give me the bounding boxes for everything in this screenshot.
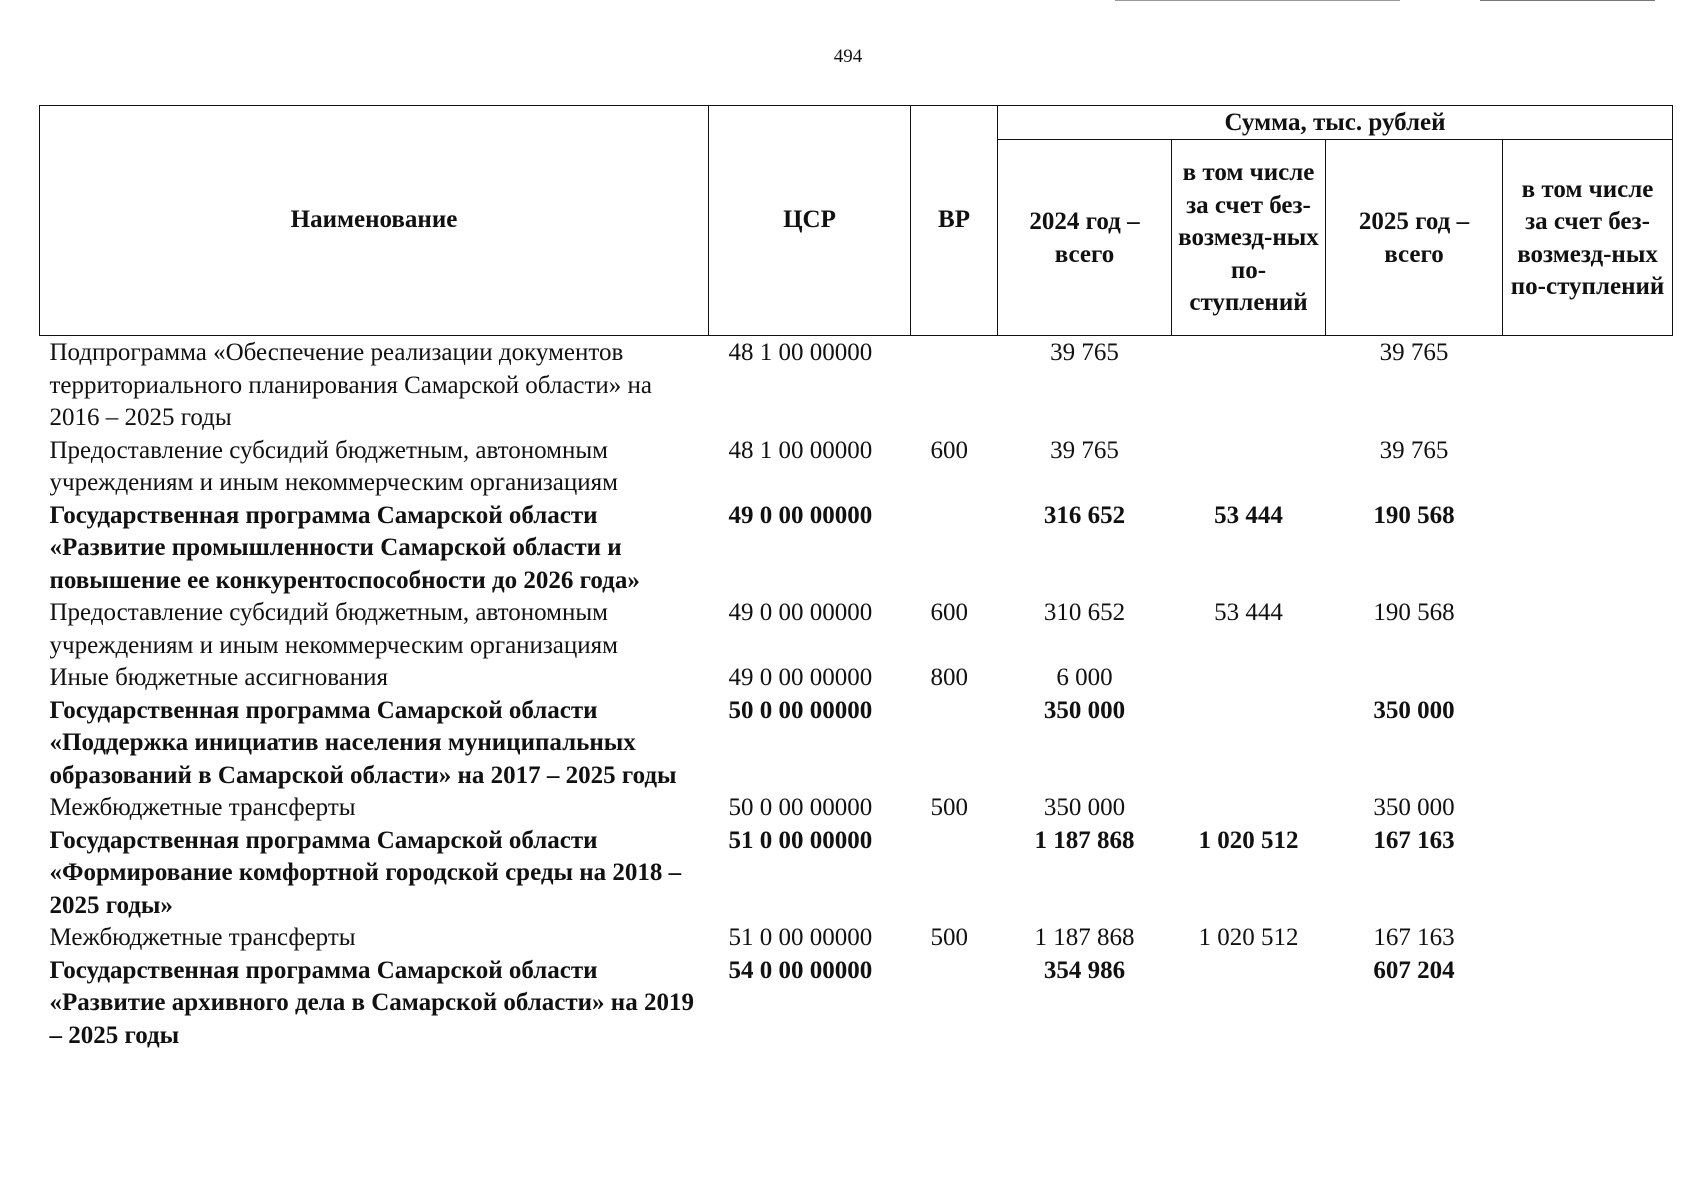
- row-vr: 500: [930, 794, 968, 821]
- row-2025-total: 167 163: [1373, 826, 1455, 854]
- row-name: Подпрограмма «Обеспечение реализации документов территориального планирования Самарской области» на 2016 – 2025 годы: [49, 339, 653, 431]
- table-row: [40, 695, 1673, 793]
- row-csr: 49 0 00 00000: [728, 501, 873, 529]
- table-row: [40, 435, 1673, 500]
- row-2024-grants: [1172, 695, 1326, 793]
- budget-table: [39, 105, 1673, 1052]
- table-body: [40, 336, 1673, 1053]
- row-2025-total: 190 568: [1373, 599, 1455, 626]
- row-2024-grants: [1172, 792, 1326, 825]
- row-2025-total: 167 163: [1373, 924, 1455, 951]
- row-csr: 49 0 00 00000: [728, 599, 873, 626]
- row-2024-grants: [1172, 336, 1326, 435]
- row-name: Государственная программа Самарской области «Формирование комфортной городской среды на 2018 – 2025 годы»: [49, 826, 682, 919]
- row-name: Государственная программа Самарской области «Поддержка инициатив населения муниципальных образований в Самарской области» на 2017 – 2025 годы: [49, 696, 677, 789]
- scan-edge-line: [1115, 0, 1400, 1]
- row-2025-total: 607 204: [1373, 956, 1455, 984]
- header-2025-total: 2025 год – всего: [1326, 140, 1503, 336]
- row-csr: 49 0 00 00000: [728, 664, 873, 691]
- header-name: Наименование: [40, 106, 709, 336]
- table-row: [40, 662, 1673, 695]
- scan-edge-line: [1480, 0, 1655, 1]
- row-2025-grants: [1503, 336, 1673, 435]
- row-2025-grants: [1503, 662, 1673, 695]
- row-2024-total: 1 187 868: [1034, 924, 1135, 951]
- row-2024-grants: 53 444: [1214, 599, 1283, 626]
- row-name: Государственная программа Самарской области «Развитие архивного дела в Самарской области» на 2019 – 2025 годы: [49, 956, 694, 1049]
- row-csr: 50 0 00 00000: [728, 794, 873, 821]
- table-row: [40, 597, 1673, 662]
- row-name: Государственная программа Самарской области «Развитие промышленности Самарской области и повышение ее конкурентоспособности до 2026 года»: [49, 501, 640, 594]
- row-vr: [911, 336, 998, 435]
- row-2024-total: 39 765: [1050, 436, 1119, 464]
- row-2025-grants: [1503, 597, 1673, 662]
- row-2025-total: [1326, 662, 1503, 695]
- table-row: [40, 955, 1673, 1053]
- row-name: Предоставление субсидий бюджетным, автономным учреждениям и иным некоммерческим организациям: [49, 599, 618, 659]
- row-2024-total: 310 652: [1043, 599, 1126, 626]
- table-row: [40, 792, 1673, 825]
- row-2025-grants: [1503, 695, 1673, 793]
- header-csr: ЦСР: [709, 106, 911, 336]
- row-csr: 51 0 00 00000: [728, 826, 873, 854]
- row-2024-total: 39 765: [1050, 339, 1119, 366]
- row-2024-grants: 1 020 512: [1198, 826, 1299, 854]
- row-2024-grants: [1172, 435, 1326, 500]
- row-csr: 50 0 00 00000: [728, 696, 873, 724]
- header-2024-total: 2024 год – всего: [998, 140, 1172, 336]
- page-number: 494: [833, 46, 863, 67]
- row-2024-total: 6 000: [1056, 664, 1113, 691]
- row-vr: 600: [930, 436, 968, 464]
- row-2024-total: 316 652: [1043, 501, 1126, 529]
- header-sum-group: Сумма, тыс. рублей: [998, 106, 1673, 140]
- row-2024-grants: 53 444: [1214, 501, 1283, 529]
- row-2025-total: 350 000: [1373, 696, 1455, 724]
- row-2025-grants: [1503, 792, 1673, 825]
- row-vr: 500: [930, 924, 968, 951]
- row-vr: [911, 500, 998, 598]
- row-2025-total: 350 000: [1373, 794, 1455, 821]
- row-2024-total: 350 000: [1043, 794, 1126, 821]
- row-2025-grants: [1503, 955, 1673, 1053]
- row-2025-total: 39 765: [1379, 339, 1449, 366]
- row-2024-total: 354 986: [1043, 956, 1126, 984]
- row-2025-grants: [1503, 922, 1673, 955]
- row-2024-grants: [1172, 662, 1326, 695]
- row-2024-total: 350 000: [1043, 696, 1126, 724]
- table-row: [40, 922, 1673, 955]
- row-vr: [911, 955, 998, 1053]
- row-2024-grants: [1172, 955, 1326, 1053]
- row-2025-grants: [1503, 435, 1673, 500]
- row-vr: [911, 825, 998, 923]
- row-csr: 48 1 00 00000: [728, 339, 873, 366]
- row-csr: 54 0 00 00000: [728, 956, 873, 984]
- row-name: Межбюджетные трансферты: [49, 794, 356, 821]
- table-row: [40, 825, 1673, 923]
- row-name: Иные бюджетные ассигнования: [49, 664, 389, 691]
- row-vr: [911, 695, 998, 793]
- row-vr: 600: [930, 599, 968, 626]
- row-2025-grants: [1503, 500, 1673, 598]
- header-vr: ВР: [911, 106, 998, 336]
- header-2024-grants: в том числе за счет без-возмезд-ных по-ступлений: [1172, 140, 1326, 336]
- row-csr: 48 1 00 00000: [728, 436, 873, 464]
- row-name: Межбюджетные трансферты: [49, 924, 356, 951]
- row-csr: 51 0 00 00000: [728, 924, 873, 951]
- row-2025-total: 39 765: [1379, 436, 1449, 464]
- table-row: [40, 336, 1673, 435]
- row-name: Предоставление субсидий бюджетным, автономным учреждениям и иным некоммерческим организациям: [49, 436, 618, 496]
- row-2024-total: 1 187 868: [1034, 826, 1135, 854]
- row-2025-total: 190 568: [1373, 501, 1455, 529]
- row-2024-grants: 1 020 512: [1198, 924, 1299, 951]
- table-row: [40, 500, 1673, 598]
- row-vr: 800: [930, 664, 968, 691]
- header-2025-grants: в том числе за счет без-возмезд-ных по-ступлений: [1503, 140, 1673, 336]
- row-2025-grants: [1503, 825, 1673, 923]
